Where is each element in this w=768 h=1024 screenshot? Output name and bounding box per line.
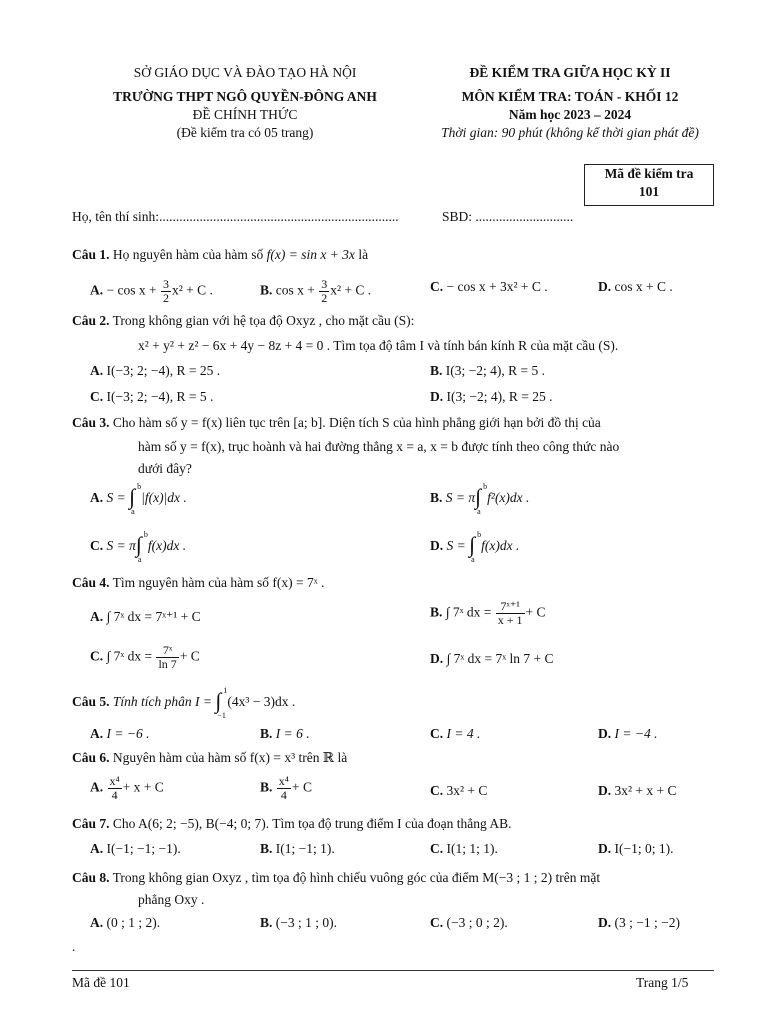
answer-text: I(1; −1; 1). (275, 841, 335, 856)
answer-2c (90, 388, 213, 405)
question-7 (72, 815, 511, 832)
answer-text: 3x² + x + C (614, 783, 677, 798)
option-label: B. (260, 841, 273, 856)
answer-text-2: x² + C . (171, 282, 213, 298)
answer-8c (430, 914, 508, 931)
answer-5c (430, 725, 480, 742)
question-text: Cho A(6; 2; −5), B(−4; 0; 7). Tìm tọa độ trung điểm I của đoạn thẳng AB. (112, 816, 512, 831)
answer-text: I = −4 . (614, 726, 658, 741)
exam-code-box (584, 164, 714, 206)
option-label: A. (90, 841, 104, 856)
school-name: TRƯỜNG THPT NGÔ QUYỀN-ĐÔNG ANH (113, 89, 377, 104)
question-6 (72, 749, 347, 766)
exam-code-label: Mã đề kiểm tra (604, 166, 694, 181)
question-label: Câu 2. (72, 313, 110, 328)
question-label: Câu 7. (72, 816, 110, 831)
question-text: Nguyên hàm của hàm số f(x) = x³ trên ℝ là (112, 750, 348, 765)
answer-3a (90, 484, 187, 514)
option-label: A. (90, 609, 104, 624)
option-label: C. (430, 841, 444, 856)
answer-text: ∫ 7ˣ dx = 7ˣ⁺¹ + C (106, 609, 201, 624)
integral-sign: ∫ 1 −1 (215, 686, 228, 720)
footer-rule (72, 970, 714, 971)
option-label: A. (90, 490, 104, 506)
option-label: B. (260, 779, 273, 795)
trailing-dot: . (72, 939, 76, 954)
answer-text-2: + C (179, 648, 200, 664)
option-label: D. (598, 783, 612, 798)
answer-text: I(1; 1; 1). (446, 841, 498, 856)
answer-6b (260, 775, 312, 802)
school-department: SỞ GIÁO DỤC VÀ ĐÀO TẠO HÀ NỘI (133, 65, 357, 80)
option-label: B. (260, 282, 273, 298)
integral-sign: ∫ b a (469, 530, 482, 564)
answer-text: (3 ; −1 ; −2) (614, 915, 680, 930)
question-label: Câu 6. (72, 750, 110, 765)
school-year: Năm học 2023 – 2024 (508, 107, 632, 122)
question-text-tail: là (358, 247, 369, 262)
integral-sign: ∫ b a (135, 530, 148, 564)
candidate-sbd-line: SBD: ............................. (442, 209, 574, 224)
fraction: $\frac{3}{2}$ (321, 277, 328, 305)
question-text: Trong không gian với hệ tọa độ Oxyz , cho mặt cầu (S): (112, 313, 415, 328)
option-label: A. (90, 726, 104, 741)
fraction: $\frac{\text{x⁴}}{4}$ (278, 774, 289, 802)
option-label: D. (598, 279, 612, 294)
question-label: Câu 3. (72, 415, 110, 430)
official-label: ĐỀ CHÍNH THỨC (192, 107, 298, 122)
integral-sign: ∫ b a (129, 482, 142, 516)
option-label: B. (260, 915, 273, 930)
option-label: D. (598, 915, 612, 930)
question-5 (72, 688, 295, 718)
answer-text: ∫ 7ˣ dx = (445, 604, 495, 620)
answer-6c (430, 782, 487, 799)
answer-text: (0 ; 1 ; 2). (106, 915, 161, 930)
question-3-line2: hàm số y = f(x), trục hoành và hai đường thẳng x = a, x = b được tính theo công thức nào (138, 439, 620, 454)
fraction: $\frac{\text{7ˣ⁺¹}}{x + 1}$ (497, 599, 523, 627)
time-note: Thời gian: 90 phút (không kể thời gian phát đề) (441, 125, 699, 140)
answer-7c (430, 840, 498, 857)
question-formula: f(x) = sin x + 3x (266, 247, 355, 262)
answer-text-2: f(x)dx . (481, 538, 520, 554)
answer-3d (430, 532, 519, 562)
answer-5d (598, 725, 657, 742)
question-label: Câu 8. (72, 870, 110, 885)
answer-1a (90, 278, 213, 305)
answer-7b (260, 840, 335, 857)
answer-text-2: |f(x)|dx . (141, 490, 187, 506)
option-label: B. (430, 604, 443, 620)
answer-text-2: + C (291, 779, 312, 795)
answer-1c (430, 278, 548, 295)
footer-exam-code: Mã đề 101 (72, 975, 130, 990)
option-label: D. (430, 538, 444, 554)
option-label: A. (90, 779, 104, 795)
answer-text: I(−1; 0; 1). (614, 841, 674, 856)
option-label: C. (430, 279, 444, 294)
question-8 (72, 869, 600, 886)
answer-6d (598, 782, 677, 799)
answer-4b (430, 600, 546, 627)
question-text: Tính tích phân I = (112, 694, 216, 710)
answer-text: cos x + C . (614, 279, 673, 294)
option-label: C. (430, 783, 444, 798)
subject-title: MÔN KIỂM TRA: TOÁN - KHỐI 12 (461, 89, 679, 104)
answer-text: I(−1; −1; −1). (106, 841, 181, 856)
question-4 (72, 574, 324, 591)
answer-4c (90, 644, 200, 671)
footer-page-number: Trang 1/5 (636, 975, 689, 990)
answer-text-2: f²(x)dx . (487, 490, 530, 506)
question-1 (72, 246, 368, 263)
question-text: Họ nguyên hàm của hàm số (112, 247, 264, 262)
answer-text-2: + x + C (122, 779, 164, 795)
answer-6a (90, 775, 164, 802)
option-label: B. (260, 726, 273, 741)
question-label: Câu 5. (72, 694, 110, 710)
candidate-name-line: Họ, tên thí sinh:....................................................................... (72, 209, 399, 224)
option-label: D. (598, 726, 612, 741)
answer-text-2: + C (525, 604, 546, 620)
answer-4a (90, 608, 201, 625)
answer-1b (260, 278, 371, 305)
fraction: $\frac{\text{x⁴}}{4}$ (109, 774, 120, 802)
question-3-line3: dưới đây? (138, 461, 192, 476)
answer-2b (430, 362, 545, 379)
option-label: B. (430, 363, 443, 378)
fraction: $\frac{3}{2}$ (162, 277, 169, 305)
answer-2a (90, 362, 220, 379)
question-2-line2: x² + y² + z² − 6x + 4y − 8z + 4 = 0 . Tìm tọa độ tâm I và tính bán kính R của mặt cầu (S). (138, 338, 619, 353)
question-text: Tìm nguyên hàm của hàm số f(x) = 7ˣ . (112, 575, 325, 590)
answer-text: ∫ 7ˣ dx = (106, 648, 156, 664)
answer-text: − cos x + 3x² + C . (446, 279, 548, 294)
question-text: Trong không gian Oxyz , tìm tọa độ hình chiếu vuông góc của điểm M(−3 ; 1 ; 2) trên mặt (112, 870, 601, 885)
question-2 (72, 312, 414, 329)
answer-text: 3x² + C (446, 783, 488, 798)
integral-sign: ∫ b a (475, 482, 488, 516)
answer-text: S = π (445, 490, 476, 506)
answer-text: cos x + (275, 282, 319, 298)
option-label: C. (90, 389, 104, 404)
answer-text: I = 6 . (275, 726, 310, 741)
answer-text: (−3 ; 1 ; 0). (275, 915, 337, 930)
exam-title: ĐỀ KIỂM TRA GIỮA HỌC KỲ II (469, 65, 671, 80)
option-label: C. (90, 538, 104, 554)
answer-7a (90, 840, 181, 857)
answer-text: I(−3; 2; −4), R = 25 . (106, 363, 221, 378)
option-label: B. (430, 490, 443, 506)
question-3 (72, 414, 601, 431)
answer-text: S = π (106, 538, 136, 554)
answer-7d (598, 840, 673, 857)
option-label: D. (430, 389, 444, 404)
answer-3c (90, 532, 186, 562)
question-text: Cho hàm số y = f(x) liên tục trên [a; b]. Diện tích S của hình phẳng giới hạn bởi đồ thị của (112, 415, 601, 430)
answer-text-2: x² + C . (330, 282, 372, 298)
option-label: D. (598, 841, 612, 856)
answer-2d (430, 388, 552, 405)
answer-text: I(3; −2; 4), R = 25 . (446, 389, 553, 404)
option-label: C. (430, 915, 444, 930)
answer-text: S = (446, 538, 470, 554)
answer-text: I = 4 . (446, 726, 481, 741)
option-label: C. (430, 726, 444, 741)
answer-text: I(3; −2; 4), R = 5 . (445, 363, 545, 378)
question-8-line2: phẳng Oxy . (138, 892, 205, 907)
answer-1d (598, 278, 673, 295)
question-label: Câu 1. (72, 247, 110, 262)
answer-3b (430, 484, 529, 514)
fraction: $\frac{\text{7ˣ}}{\ln 7}$ (158, 643, 177, 671)
answer-text: S = (106, 490, 130, 506)
answer-text: I = −6 . (106, 726, 150, 741)
answer-4d (430, 650, 554, 667)
answer-text: ∫ 7ˣ dx = 7ˣ ln 7 + C (446, 651, 554, 666)
option-label: A. (90, 363, 104, 378)
answer-text: I(−3; 2; −4), R = 5 . (106, 389, 214, 404)
answer-8a (90, 914, 160, 931)
question-text-2: (4x³ − 3)dx . (227, 694, 296, 710)
option-label: D. (430, 651, 444, 666)
answer-5a (90, 725, 149, 742)
question-label: Câu 4. (72, 575, 110, 590)
option-label: A. (90, 282, 104, 298)
answer-text: (−3 ; 0 ; 2). (446, 915, 508, 930)
page-count-note: (Đề kiểm tra có 05 trang) (176, 125, 314, 140)
answer-8d (598, 914, 680, 931)
answer-5b (260, 725, 310, 742)
exam-code-value: 101 (638, 184, 660, 199)
answer-text-2: f(x)dx . (147, 538, 187, 554)
option-label: C. (90, 648, 104, 664)
option-label: A. (90, 915, 104, 930)
answer-text: − cos x + (106, 282, 160, 298)
answer-8b (260, 914, 337, 931)
